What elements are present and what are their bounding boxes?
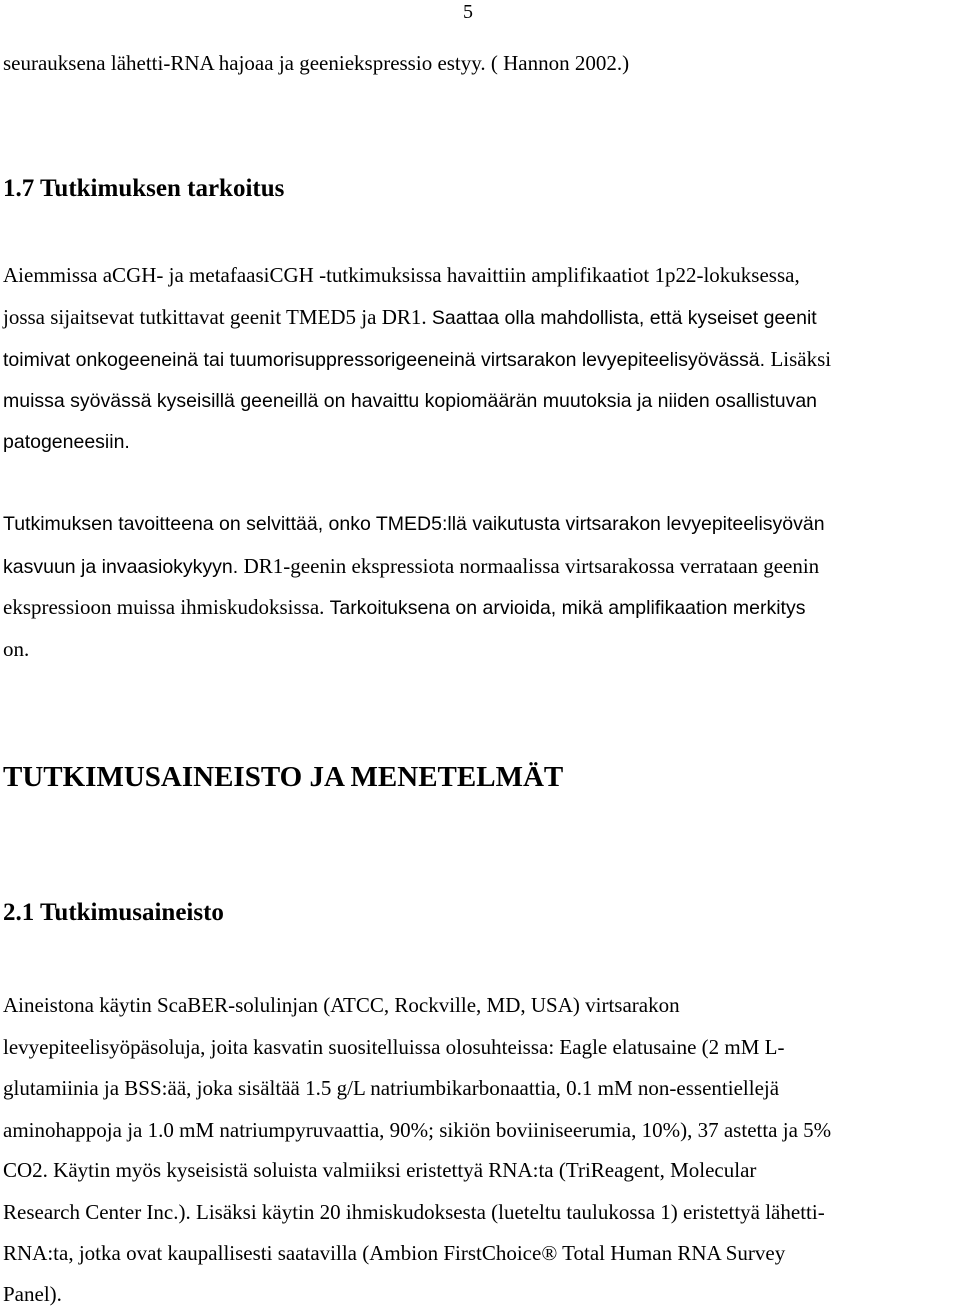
paragraph-2-line-2-serif: DR1-geenin ekspressiota normaalissa virtsarakossa verrataan geenin [243, 554, 820, 578]
paragraph-2-line-3-sans: Tarkoituksena on arvioida, mikä amplifikaation merkitys [329, 597, 806, 619]
section-2-1-line-4: aminohappoja ja 1.0 mM natriumpyruvaattia, 90%; sikiön boviiniseerumia, 10%), 37 astetta ja 5% [3, 1118, 832, 1142]
section-2-1-line-2: levyepiteelisyöpäsoluja, joita kasvatin suositelluissa olosuhteissa: Eagle elatusaine (2 mM L- [3, 1035, 785, 1059]
paragraph-1-line-1: Aiemmissa aCGH- ja metafaasiCGH -tutkimuksissa havaittiin amplifikaatiot 1p22-lokuksessa, [3, 263, 800, 287]
section-2-1-line-5: CO2. Käytin myös kyseisistä soluista valmiiksi eristettyä RNA:ta (TriReagent, Molecular [3, 1158, 757, 1182]
paragraph-1-line-4: muissa syövässä kyseisillä geeneillä on havaittu kopiomäärän muutoksia ja niiden osallistuvan [3, 390, 818, 412]
section-2-1-line-7: RNA:ta, jotka ovat kaupallisesti saatavilla (Ambion FirstChoice® Total Human RNA Survey [3, 1241, 786, 1265]
paragraph-2-line-1: Tutkimuksen tavoitteena on selvittää, onko TMED5:llä vaikutusta virtsarakon levyepiteelisyövän [3, 513, 825, 535]
section-1-7-heading: 1.7 Tutkimuksen tarkoitus [3, 175, 285, 202]
section-2-1-line-8: Panel). [3, 1282, 62, 1306]
paragraph-2-line-3 [3, 594, 805, 621]
section-2-1-line-6: Research Center Inc.). Lisäksi käytin 20 ihmiskudoksesta (lueteltu taulukossa 1) eristettyä lähetti- [3, 1200, 825, 1224]
paragraph-1-line-2-serif: jossa sijaitsevat tutkittavat geenit TMED5 ja DR1. [3, 305, 432, 329]
paragraph-2-line-2 [3, 553, 819, 580]
chapter-2-heading: TUTKIMUSAINEISTO JA MENETELMÄT [3, 761, 564, 793]
section-2-1-line-3: glutamiinia ja BSS:ää, joka sisältää 1.5 g/L natriumbikarbonaattia, 0.1 mM non-essentiellejä [3, 1076, 780, 1100]
paragraph-1-line-3-serif: Lisäksi [770, 347, 832, 371]
intro-line: seurauksena lähetti-RNA hajoaa ja geeniekspressio estyy. ( Hannon 2002.) [3, 51, 630, 75]
section-2-1-heading: 2.1 Tutkimusaineisto [3, 899, 224, 926]
paragraph-1-line-5: patogeneesiin. [3, 431, 130, 453]
paragraph-2-line-4: on. [3, 637, 30, 661]
paragraph-1-line-2 [3, 304, 817, 331]
paragraph-2-line-3-serif: ekspressioon muissa ihmiskudoksissa. [3, 595, 330, 619]
paragraph-2-line-2-sans: kasvuun ja invaasiokykyyn. [3, 556, 244, 578]
paragraph-1-line-3-sans: toimivat onkogeeneinä tai tuumorisuppressorigeeneinä virtsarakon levyepiteelisyövässä. [3, 349, 771, 371]
paragraph-1-line-2-sans: Saattaa olla mahdollista, että kyseiset geenit [431, 307, 817, 329]
paragraph-1-line-3 [3, 346, 831, 373]
page-number: 5 [463, 1, 473, 23]
section-2-1-line-1: Aineistona käytin ScaBER-solulinjan (ATCC, Rockville, MD, USA) virtsarakon [3, 993, 680, 1017]
